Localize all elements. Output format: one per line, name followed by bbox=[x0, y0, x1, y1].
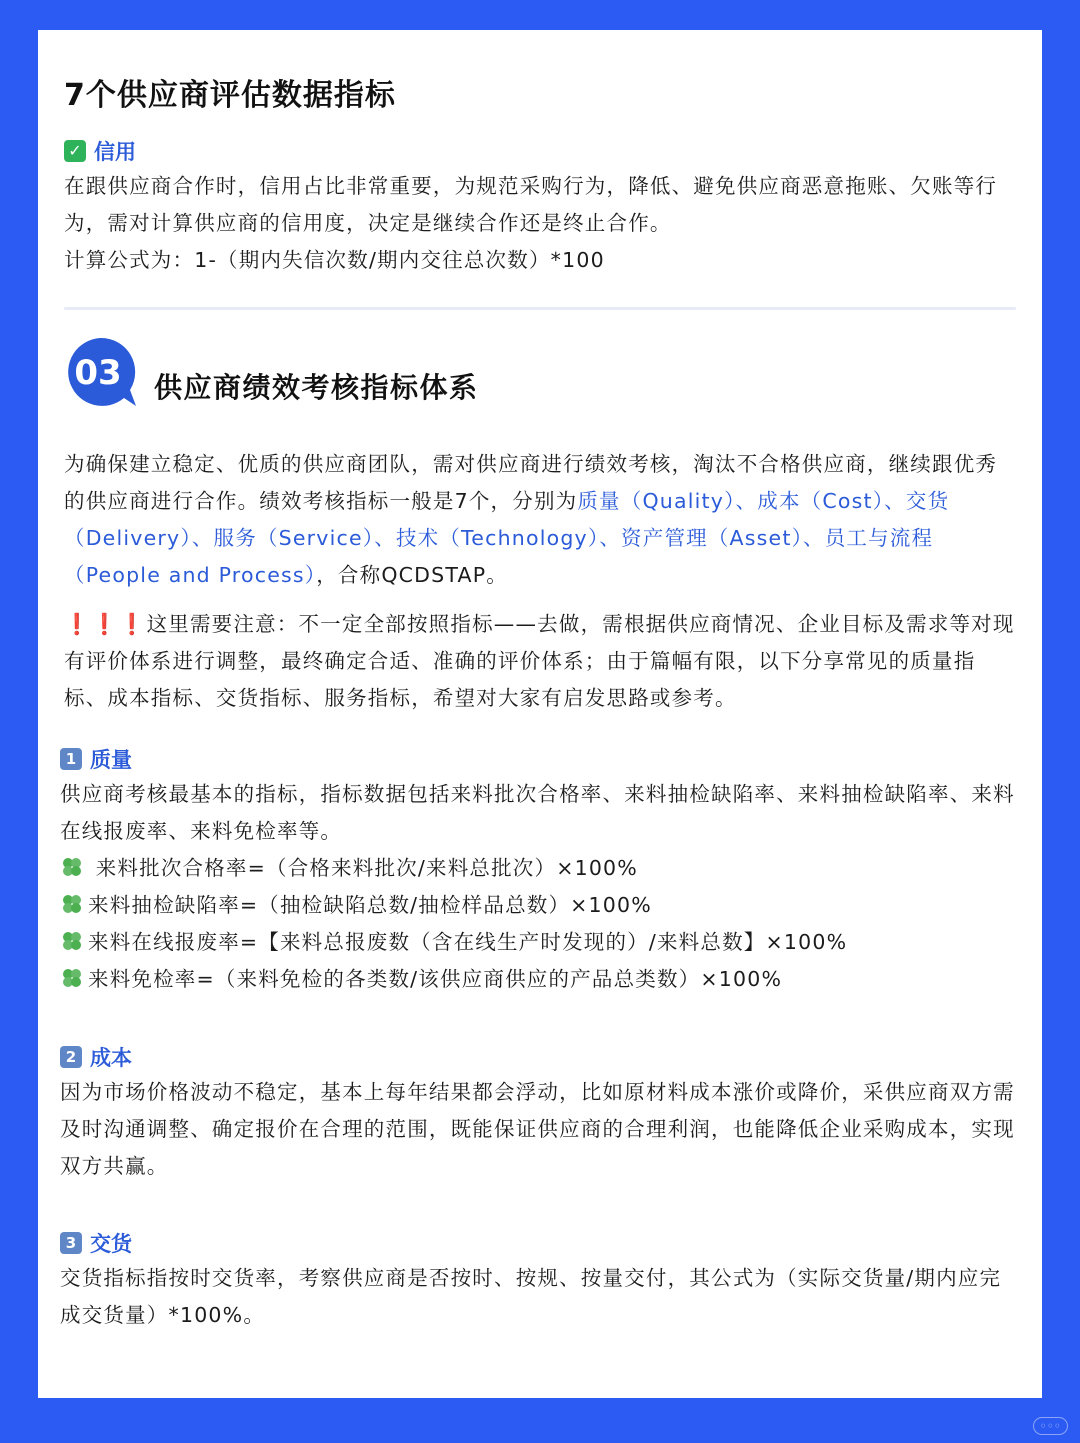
cost-heading-label: 成本 bbox=[90, 1046, 132, 1070]
section-title: 供应商绩效考核指标体系 bbox=[154, 371, 479, 404]
intro-text-a: 为确保建立稳定、优质的供应商团队，需对供应商进行绩效考核，淘汰不合格供应商，继续跟优秀的供应商进行合作。绩效考核指标一般是7个，分别为 bbox=[64, 452, 998, 513]
quality-item bbox=[60, 924, 1016, 961]
quality-item bbox=[60, 961, 1016, 998]
credit-formula: 计算公式为：1-（期内失信次数/期内交往总次数）*100 bbox=[64, 248, 605, 272]
cost-section bbox=[60, 1042, 1016, 1185]
section-intro bbox=[64, 446, 1016, 717]
note-paragraph bbox=[64, 606, 1016, 717]
clover-icon bbox=[60, 856, 84, 878]
quality-item bbox=[60, 850, 1016, 887]
check-mark-icon: ✓ bbox=[64, 140, 86, 162]
delivery-heading bbox=[60, 1228, 1016, 1258]
badge-number: 03 bbox=[74, 353, 122, 393]
cost-heading bbox=[60, 1042, 1016, 1072]
quality-item-text: 来料抽检缺陷率=（抽检缺陷总数/抽检样品总数）×100% bbox=[88, 893, 652, 917]
quality-heading-label: 质量 bbox=[90, 748, 132, 772]
delivery-body: 交货指标指按时交货率，考察供应商是否按时、按规、按量交付，其公式为（实际交货量/期内应完成交货量）*100%。 bbox=[60, 1266, 1002, 1327]
quality-item bbox=[60, 887, 1016, 924]
quality-item-text: 来料免检率=（来料免检的各类数/该供应商供应的产品总类数）×100% bbox=[88, 967, 783, 991]
intro-paragraph bbox=[64, 446, 1016, 594]
page-title: 7个供应商评估数据指标 bbox=[64, 78, 396, 113]
content-card bbox=[38, 30, 1042, 1398]
clover-icon bbox=[60, 893, 84, 915]
section-divider bbox=[64, 307, 1016, 310]
clover-icon bbox=[60, 930, 84, 952]
quality-item-text: 来料在线报废率=【来料总报废数（含在线生产时发现的）/来料总数】×100% bbox=[88, 930, 848, 954]
number-three-icon: 3 bbox=[60, 1232, 82, 1254]
quality-section bbox=[60, 744, 1016, 998]
delivery-section bbox=[60, 1228, 1016, 1334]
number-two-icon: 2 bbox=[60, 1046, 82, 1068]
note-text: 这里需要注意：不一定全部按照指标——去做，需根据供应商情况、企业目标及需求等对现有评价体系进行调整，最终确定合适、准确的评价体系；由于篇幅有限，以下分享常见的质量指标、成本指标、交货指标、服务指标，希望对大家有启发思路或参考。 bbox=[64, 612, 1015, 710]
quality-heading bbox=[60, 744, 1016, 774]
clover-icon bbox=[60, 967, 84, 989]
warning-marks: ❗❗❗ bbox=[64, 612, 147, 636]
credit-heading bbox=[64, 136, 1016, 166]
credit-body: 在跟供应商合作时，信用占比非常重要，为规范采购行为，降低、避免供应商恶意拖账、欠账等行为，需对计算供应商的信用度，决定是继续合作还是终止合作。 bbox=[64, 174, 998, 235]
intro-text-b: ，合称QCDSTAP。 bbox=[316, 563, 508, 587]
delivery-heading-label: 交货 bbox=[90, 1232, 132, 1256]
credit-heading-label: 信用 bbox=[94, 140, 136, 164]
section-number-badge-icon bbox=[64, 336, 136, 408]
credit-section bbox=[64, 136, 1016, 279]
watermark-logo: ◦◦◦ bbox=[1033, 1417, 1068, 1435]
cost-body: 因为市场价格波动不稳定，基本上每年结果都会浮动，比如原材料成本涨价或降价，采供应商双方需及时沟通调整、确定报价在合理的范围，既能保证供应商的合理利润，也能降低企业采购成本，实现双方共赢。 bbox=[60, 1080, 1015, 1178]
quality-body: 供应商考核最基本的指标，指标数据包括来料批次合格率、来料抽检缺陷率、来料抽检缺陷率、来料在线报废率、来料免检率等。 bbox=[60, 782, 1015, 843]
intro-indicator-list: 质量（Quality）、成本（Cost）、交货（Delivery）、服务（Service）、技术（Technology）、资产管理（Asset）、员工与流程（People and Process） bbox=[64, 489, 950, 587]
number-one-icon: 1 bbox=[60, 748, 82, 770]
quality-item-text: 来料批次合格率=（合格来料批次/来料总批次）×100% bbox=[88, 856, 638, 880]
